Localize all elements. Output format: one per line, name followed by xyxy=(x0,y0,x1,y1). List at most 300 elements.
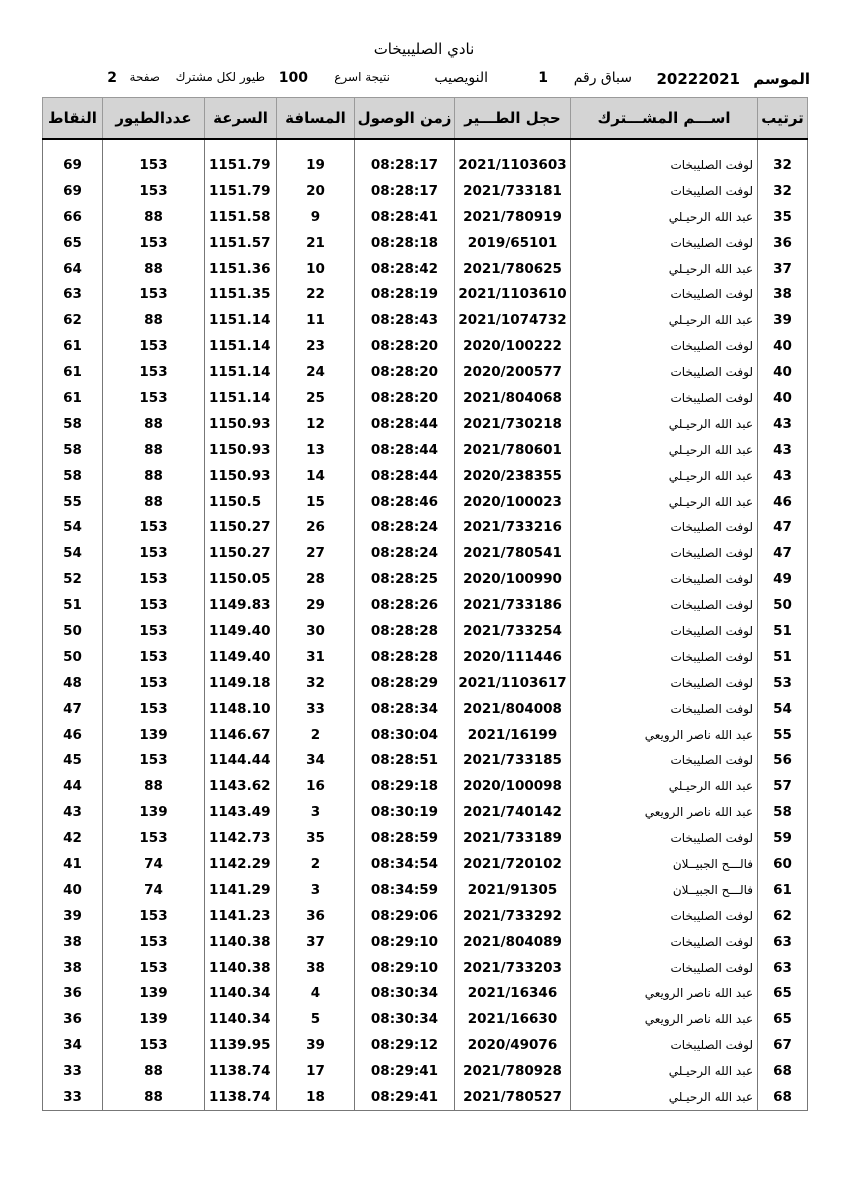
table-row xyxy=(43,1032,808,1058)
table-row xyxy=(43,281,808,307)
table-row xyxy=(43,644,808,670)
cell-participant-name: لوفت الصليبخات xyxy=(571,152,758,178)
cell-bird-count: 153 xyxy=(103,592,205,618)
page-number: 2 xyxy=(107,70,117,86)
cell-points: 61 xyxy=(43,385,103,411)
cell-distance: 32 xyxy=(277,670,355,696)
cell-arrival-time: 08:29:06 xyxy=(355,903,455,929)
cell-distance: 22 xyxy=(277,281,355,307)
cell-rank: 40 xyxy=(758,333,808,359)
cell-arrival-time: 08:28:59 xyxy=(355,825,455,851)
table-row xyxy=(43,333,808,359)
cell-bird-count: 139 xyxy=(103,981,205,1007)
season-value: 20222021 xyxy=(656,70,740,88)
cell-arrival-time: 08:29:12 xyxy=(355,1032,455,1058)
race-number: 1 xyxy=(538,70,548,86)
cell-participant-name: لوفت الصليبخات xyxy=(571,696,758,722)
cell-arrival-time: 08:28:44 xyxy=(355,437,455,463)
cell-arrival-time: 08:28:28 xyxy=(355,618,455,644)
cell-ring-number: 2020/100023 xyxy=(455,489,571,515)
cell-speed: 1151.35 xyxy=(205,281,277,307)
cell-bird-count: 88 xyxy=(103,773,205,799)
cell-rank: 38 xyxy=(758,281,808,307)
cell-arrival-time: 08:30:34 xyxy=(355,981,455,1007)
cell-points: 44 xyxy=(43,773,103,799)
cell-participant-name: عبد الله الرحيـلي xyxy=(571,489,758,515)
table-row xyxy=(43,851,808,877)
cell-distance: 35 xyxy=(277,825,355,851)
cell-speed: 1150.93 xyxy=(205,463,277,489)
cell-distance: 19 xyxy=(277,152,355,178)
cell-rank: 54 xyxy=(758,696,808,722)
table-row xyxy=(43,152,808,178)
cell-ring-number: 2021/1103610 xyxy=(455,281,571,307)
cell-speed: 1151.14 xyxy=(205,359,277,385)
cell-points: 48 xyxy=(43,670,103,696)
cell-rank: 32 xyxy=(758,178,808,204)
cell-arrival-time: 08:30:04 xyxy=(355,722,455,748)
cell-bird-count: 153 xyxy=(103,696,205,722)
cell-bird-count: 153 xyxy=(103,1032,205,1058)
cell-points: 54 xyxy=(43,540,103,566)
cell-points: 54 xyxy=(43,514,103,540)
cell-bird-count: 88 xyxy=(103,307,205,333)
cell-rank: 63 xyxy=(758,955,808,981)
cell-arrival-time: 08:34:59 xyxy=(355,877,455,903)
table-row xyxy=(43,1058,808,1084)
cell-points: 36 xyxy=(43,1006,103,1032)
cell-rank: 57 xyxy=(758,773,808,799)
cell-points: 47 xyxy=(43,696,103,722)
cell-ring-number: 2020/100222 xyxy=(455,333,571,359)
cell-rank: 59 xyxy=(758,825,808,851)
cell-arrival-time: 08:28:42 xyxy=(355,256,455,282)
table-row xyxy=(43,929,808,955)
cell-rank: 39 xyxy=(758,307,808,333)
cell-rank: 46 xyxy=(758,489,808,515)
cell-arrival-time: 08:28:20 xyxy=(355,385,455,411)
cell-distance: 20 xyxy=(277,178,355,204)
cell-speed: 1138.74 xyxy=(205,1084,277,1110)
cell-rank: 68 xyxy=(758,1084,808,1110)
cell-bird-count: 153 xyxy=(103,929,205,955)
cell-distance: 31 xyxy=(277,644,355,670)
cell-speed: 1142.73 xyxy=(205,825,277,851)
cell-rank: 68 xyxy=(758,1058,808,1084)
cell-arrival-time: 08:29:41 xyxy=(355,1084,455,1110)
cell-participant-name: لوفت الصليبخات xyxy=(571,955,758,981)
table-row xyxy=(43,359,808,385)
cell-points: 33 xyxy=(43,1058,103,1084)
cell-distance: 23 xyxy=(277,333,355,359)
table-row xyxy=(43,489,808,515)
cell-speed: 1150.93 xyxy=(205,411,277,437)
cell-distance: 2 xyxy=(277,722,355,748)
col-name-header: اســـم المشـــترك xyxy=(571,98,758,140)
cell-rank: 43 xyxy=(758,463,808,489)
cell-rank: 63 xyxy=(758,929,808,955)
cell-points: 46 xyxy=(43,722,103,748)
cell-points: 33 xyxy=(43,1084,103,1110)
cell-points: 40 xyxy=(43,877,103,903)
table-row xyxy=(43,722,808,748)
cell-arrival-time: 08:28:17 xyxy=(355,152,455,178)
cell-bird-count: 153 xyxy=(103,281,205,307)
cell-participant-name: عبد الله الرحيـلي xyxy=(571,256,758,282)
cell-participant-name: لوفت الصليبخات xyxy=(571,281,758,307)
table-row xyxy=(43,411,808,437)
cell-bird-count: 88 xyxy=(103,489,205,515)
cell-arrival-time: 08:28:24 xyxy=(355,514,455,540)
cell-ring-number: 2021/733185 xyxy=(455,747,571,773)
cell-arrival-time: 08:29:10 xyxy=(355,929,455,955)
cell-participant-name: لوفت الصليبخات xyxy=(571,592,758,618)
col-rank-header: ترتيب xyxy=(758,98,808,140)
cell-bird-count: 153 xyxy=(103,644,205,670)
cell-participant-name: لوفت الصليبخات xyxy=(571,514,758,540)
cell-distance: 17 xyxy=(277,1058,355,1084)
club-title: نادي الصليبيخات xyxy=(373,40,475,58)
cell-participant-name: لوفت الصليبخات xyxy=(571,566,758,592)
cell-rank: 62 xyxy=(758,903,808,929)
cell-bird-count: 74 xyxy=(103,851,205,877)
cell-rank: 47 xyxy=(758,540,808,566)
cell-arrival-time: 08:28:19 xyxy=(355,281,455,307)
col-ring-header: حجل الطـــير xyxy=(455,98,571,140)
col-points-header: النقاط xyxy=(43,98,103,140)
table-row xyxy=(43,540,808,566)
cell-speed: 1151.58 xyxy=(205,204,277,230)
table-row xyxy=(43,955,808,981)
cell-ring-number: 2020/100098 xyxy=(455,773,571,799)
col-distance-header: المسافة xyxy=(277,98,355,140)
cell-rank: 55 xyxy=(758,722,808,748)
cell-points: 52 xyxy=(43,566,103,592)
cell-bird-count: 88 xyxy=(103,1058,205,1084)
result-count: 100 xyxy=(278,70,308,86)
cell-speed: 1141.23 xyxy=(205,903,277,929)
cell-rank: 50 xyxy=(758,592,808,618)
cell-rank: 51 xyxy=(758,618,808,644)
cell-distance: 33 xyxy=(277,696,355,722)
cell-speed: 1140.34 xyxy=(205,1006,277,1032)
cell-speed: 1150.05 xyxy=(205,566,277,592)
cell-distance: 10 xyxy=(277,256,355,282)
cell-speed: 1143.49 xyxy=(205,799,277,825)
cell-arrival-time: 08:30:34 xyxy=(355,1006,455,1032)
cell-rank: 56 xyxy=(758,747,808,773)
cell-distance: 39 xyxy=(277,1032,355,1058)
cell-points: 50 xyxy=(43,618,103,644)
cell-arrival-time: 08:28:44 xyxy=(355,411,455,437)
cell-speed: 1140.34 xyxy=(205,981,277,1007)
cell-ring-number: 2020/49076 xyxy=(455,1032,571,1058)
table-row xyxy=(43,747,808,773)
cell-arrival-time: 08:28:18 xyxy=(355,230,455,256)
cell-bird-count: 153 xyxy=(103,903,205,929)
cell-ring-number: 2021/733181 xyxy=(455,178,571,204)
cell-rank: 49 xyxy=(758,566,808,592)
cell-arrival-time: 08:28:34 xyxy=(355,696,455,722)
cell-bird-count: 88 xyxy=(103,256,205,282)
page-label: صفحة xyxy=(129,70,160,84)
cell-ring-number: 2021/780625 xyxy=(455,256,571,282)
cell-points: 58 xyxy=(43,437,103,463)
col-speed-header: السرعة xyxy=(205,98,277,140)
cell-distance: 3 xyxy=(277,799,355,825)
cell-bird-count: 139 xyxy=(103,799,205,825)
spacer-row xyxy=(43,139,808,152)
cell-participant-name: عبد الله الرحيـلي xyxy=(571,773,758,799)
cell-arrival-time: 08:30:19 xyxy=(355,799,455,825)
cell-ring-number: 2021/804068 xyxy=(455,385,571,411)
table-row xyxy=(43,230,808,256)
cell-speed: 1151.57 xyxy=(205,230,277,256)
cell-participant-name: لوفت الصليبخات xyxy=(571,644,758,670)
cell-participant-name: عبد الله ناصر الرويعي xyxy=(571,1006,758,1032)
cell-ring-number: 2021/1074732 xyxy=(455,307,571,333)
cell-rank: 67 xyxy=(758,1032,808,1058)
cell-ring-number: 2021/733292 xyxy=(455,903,571,929)
cell-participant-name: لوفت الصليبخات xyxy=(571,825,758,851)
cell-bird-count: 153 xyxy=(103,230,205,256)
cell-ring-number: 2021/780928 xyxy=(455,1058,571,1084)
cell-rank: 36 xyxy=(758,230,808,256)
cell-distance: 9 xyxy=(277,204,355,230)
cell-bird-count: 153 xyxy=(103,385,205,411)
cell-participant-name: لوفت الصليبخات xyxy=(571,178,758,204)
table-row xyxy=(43,256,808,282)
cell-distance: 2 xyxy=(277,851,355,877)
cell-bird-count: 88 xyxy=(103,411,205,437)
cell-bird-count: 74 xyxy=(103,877,205,903)
cell-ring-number: 2021/780541 xyxy=(455,540,571,566)
cell-points: 66 xyxy=(43,204,103,230)
cell-ring-number: 2021/733203 xyxy=(455,955,571,981)
cell-distance: 12 xyxy=(277,411,355,437)
cell-arrival-time: 08:34:54 xyxy=(355,851,455,877)
cell-points: 45 xyxy=(43,747,103,773)
cell-ring-number: 2021/733186 xyxy=(455,592,571,618)
cell-ring-number: 2021/804008 xyxy=(455,696,571,722)
cell-participant-name: فالـــح الجبيــلان xyxy=(571,851,758,877)
cell-bird-count: 153 xyxy=(103,618,205,644)
cell-speed: 1149.40 xyxy=(205,644,277,670)
cell-rank: 40 xyxy=(758,359,808,385)
cell-bird-count: 153 xyxy=(103,178,205,204)
cell-bird-count: 88 xyxy=(103,1084,205,1110)
cell-participant-name: عبد الله الرحيـلي xyxy=(571,411,758,437)
cell-points: 63 xyxy=(43,281,103,307)
cell-speed: 1138.74 xyxy=(205,1058,277,1084)
cell-ring-number: 2020/200577 xyxy=(455,359,571,385)
cell-points: 58 xyxy=(43,463,103,489)
table-row xyxy=(43,1084,808,1110)
cell-bird-count: 153 xyxy=(103,955,205,981)
cell-arrival-time: 08:28:20 xyxy=(355,333,455,359)
cell-ring-number: 2021/720102 xyxy=(455,851,571,877)
cell-ring-number: 2020/238355 xyxy=(455,463,571,489)
table-row xyxy=(43,307,808,333)
cell-points: 36 xyxy=(43,981,103,1007)
table-row xyxy=(43,696,808,722)
race-info xyxy=(40,70,810,90)
cell-rank: 35 xyxy=(758,204,808,230)
table-row xyxy=(43,825,808,851)
cell-arrival-time: 08:28:17 xyxy=(355,178,455,204)
cell-points: 69 xyxy=(43,152,103,178)
cell-arrival-time: 08:28:46 xyxy=(355,489,455,515)
cell-points: 38 xyxy=(43,929,103,955)
table-row xyxy=(43,670,808,696)
cell-distance: 15 xyxy=(277,489,355,515)
cell-points: 62 xyxy=(43,307,103,333)
cell-ring-number: 2021/733189 xyxy=(455,825,571,851)
cell-points: 61 xyxy=(43,333,103,359)
cell-rank: 61 xyxy=(758,877,808,903)
cell-points: 64 xyxy=(43,256,103,282)
cell-bird-count: 88 xyxy=(103,437,205,463)
table-row xyxy=(43,1006,808,1032)
cell-points: 41 xyxy=(43,851,103,877)
cell-arrival-time: 08:28:41 xyxy=(355,204,455,230)
cell-arrival-time: 08:28:51 xyxy=(355,747,455,773)
cell-rank: 58 xyxy=(758,799,808,825)
cell-speed: 1151.79 xyxy=(205,152,277,178)
cell-ring-number: 2021/91305 xyxy=(455,877,571,903)
table-row xyxy=(43,773,808,799)
cell-distance: 18 xyxy=(277,1084,355,1110)
cell-distance: 4 xyxy=(277,981,355,1007)
cell-speed: 1151.14 xyxy=(205,333,277,359)
cell-arrival-time: 08:28:29 xyxy=(355,670,455,696)
cell-rank: 37 xyxy=(758,256,808,282)
cell-distance: 11 xyxy=(277,307,355,333)
cell-distance: 24 xyxy=(277,359,355,385)
cell-participant-name: فالـــح الجبيــلان xyxy=(571,877,758,903)
cell-points: 65 xyxy=(43,230,103,256)
cell-participant-name: لوفت الصليبخات xyxy=(571,903,758,929)
cell-speed: 1150.5 xyxy=(205,489,277,515)
cell-participant-name: عبد الله الرحيـلي xyxy=(571,1058,758,1084)
cell-speed: 1144.44 xyxy=(205,747,277,773)
cell-rank: 43 xyxy=(758,411,808,437)
cell-arrival-time: 08:28:20 xyxy=(355,359,455,385)
cell-distance: 37 xyxy=(277,929,355,955)
cell-ring-number: 2021/780527 xyxy=(455,1084,571,1110)
cell-ring-number: 2021/780919 xyxy=(455,204,571,230)
cell-participant-name: لوفت الصليبخات xyxy=(571,540,758,566)
cell-bird-count: 153 xyxy=(103,825,205,851)
results-table xyxy=(42,97,808,1111)
cell-participant-name: عبد الله ناصر الرويعي xyxy=(571,722,758,748)
cell-bird-count: 153 xyxy=(103,670,205,696)
cell-speed: 1149.83 xyxy=(205,592,277,618)
cell-speed: 1149.40 xyxy=(205,618,277,644)
table-row xyxy=(43,463,808,489)
cell-participant-name: لوفت الصليبخات xyxy=(571,333,758,359)
cell-distance: 16 xyxy=(277,773,355,799)
table-row xyxy=(43,437,808,463)
cell-points: 51 xyxy=(43,592,103,618)
cell-participant-name: لوفت الصليبخات xyxy=(571,230,758,256)
cell-speed: 1150.93 xyxy=(205,437,277,463)
cell-rank: 32 xyxy=(758,152,808,178)
cell-ring-number: 2020/111446 xyxy=(455,644,571,670)
cell-arrival-time: 08:28:43 xyxy=(355,307,455,333)
table-header-row xyxy=(43,98,808,140)
cell-participant-name: لوفت الصليبخات xyxy=(571,670,758,696)
cell-rank: 65 xyxy=(758,981,808,1007)
table-row xyxy=(43,981,808,1007)
cell-speed: 1151.36 xyxy=(205,256,277,282)
cell-rank: 60 xyxy=(758,851,808,877)
cell-participant-name: عبد الله الرحيـلي xyxy=(571,463,758,489)
cell-bird-count: 153 xyxy=(103,359,205,385)
cell-speed: 1141.29 xyxy=(205,877,277,903)
cell-points: 61 xyxy=(43,359,103,385)
cell-points: 55 xyxy=(43,489,103,515)
cell-rank: 53 xyxy=(758,670,808,696)
cell-ring-number: 2021/16199 xyxy=(455,722,571,748)
cell-points: 34 xyxy=(43,1032,103,1058)
cell-rank: 65 xyxy=(758,1006,808,1032)
cell-distance: 25 xyxy=(277,385,355,411)
cell-speed: 1146.67 xyxy=(205,722,277,748)
cell-speed: 1140.38 xyxy=(205,929,277,955)
col-time-header: زمن الوصول xyxy=(355,98,455,140)
cell-ring-number: 2021/804089 xyxy=(455,929,571,955)
table-row xyxy=(43,385,808,411)
cell-arrival-time: 08:29:10 xyxy=(355,955,455,981)
cell-distance: 34 xyxy=(277,747,355,773)
cell-participant-name: عبد الله الرحيـلي xyxy=(571,204,758,230)
table-row xyxy=(43,903,808,929)
table-row xyxy=(43,799,808,825)
cell-points: 38 xyxy=(43,955,103,981)
table-row xyxy=(43,877,808,903)
cell-arrival-time: 08:29:18 xyxy=(355,773,455,799)
col-birds-header: عددالطيور xyxy=(103,98,205,140)
cell-distance: 13 xyxy=(277,437,355,463)
cell-speed: 1140.38 xyxy=(205,955,277,981)
cell-ring-number: 2020/100990 xyxy=(455,566,571,592)
cell-points: 42 xyxy=(43,825,103,851)
cell-arrival-time: 08:28:25 xyxy=(355,566,455,592)
cell-distance: 26 xyxy=(277,514,355,540)
result-label: نتيجة اسرع xyxy=(334,70,390,84)
cell-speed: 1151.14 xyxy=(205,385,277,411)
table-row xyxy=(43,514,808,540)
cell-rank: 51 xyxy=(758,644,808,670)
cell-distance: 30 xyxy=(277,618,355,644)
cell-speed: 1149.18 xyxy=(205,670,277,696)
cell-rank: 43 xyxy=(758,437,808,463)
cell-bird-count: 88 xyxy=(103,463,205,489)
cell-distance: 3 xyxy=(277,877,355,903)
cell-bird-count: 153 xyxy=(103,747,205,773)
cell-speed: 1150.27 xyxy=(205,514,277,540)
cell-speed: 1150.27 xyxy=(205,540,277,566)
cell-ring-number: 2021/780601 xyxy=(455,437,571,463)
cell-rank: 40 xyxy=(758,385,808,411)
cell-arrival-time: 08:28:44 xyxy=(355,463,455,489)
race-location: النويصيب xyxy=(434,70,488,86)
cell-ring-number: 2021/730218 xyxy=(455,411,571,437)
cell-ring-number: 2021/733254 xyxy=(455,618,571,644)
cell-distance: 21 xyxy=(277,230,355,256)
table-row xyxy=(43,178,808,204)
